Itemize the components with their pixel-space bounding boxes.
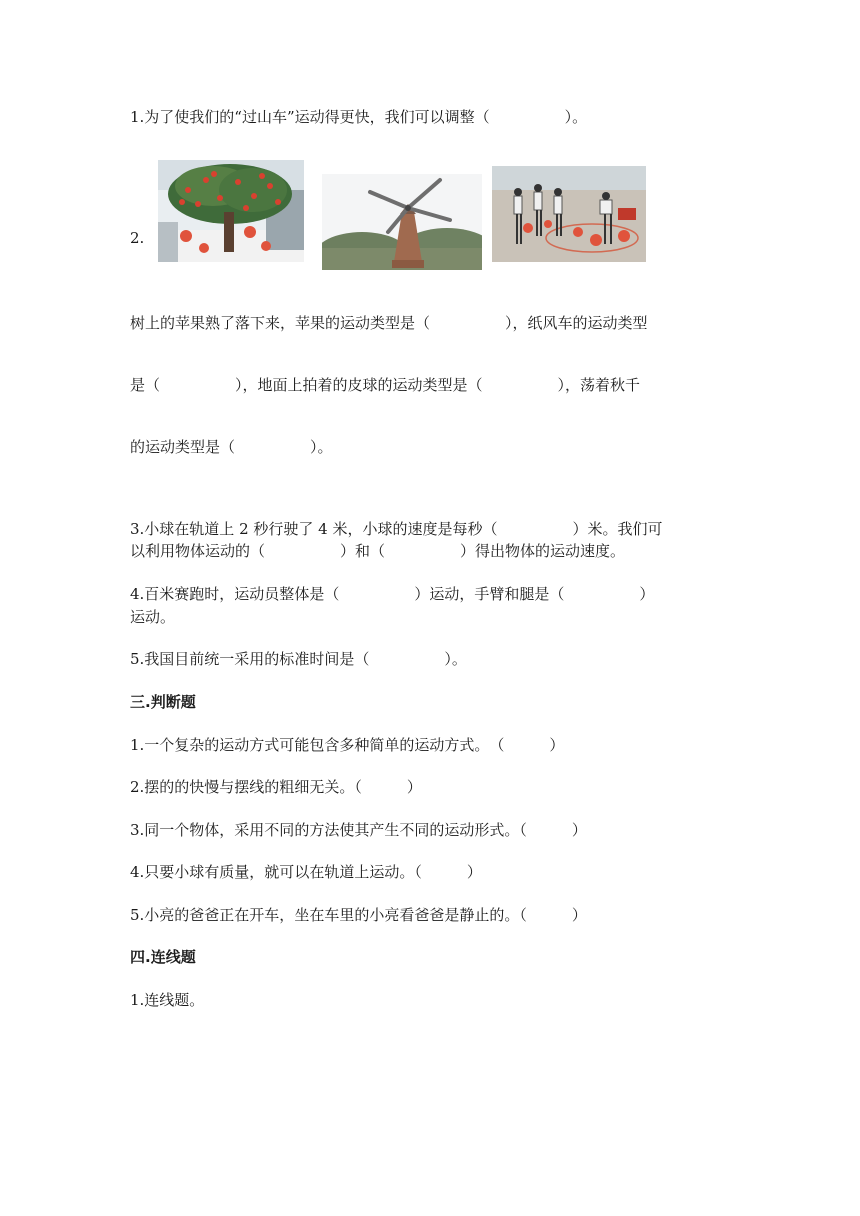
- section-title-matching: 四.连线题: [130, 948, 196, 966]
- judge-question-1: 1.一个复杂的运动方式可能包含多种简单的运动方式。 （ ）: [130, 736, 565, 754]
- bouncing-balls-image: [492, 166, 646, 262]
- fill-question-3-line-2: 以利用物体运动的（ ）和（ ）得出物体的运动速度。: [130, 542, 626, 560]
- fill-question-5: 5.我国目前统一采用的标准时间是（ ）。: [130, 650, 467, 668]
- fill-question-4-line-1: 4.百米赛跑时，运动员整体是（ ）运动，手臂和腿是（ ）: [130, 585, 655, 603]
- fill-question-4-line-2: 运动。: [130, 608, 176, 626]
- question-2-images: [156, 158, 646, 270]
- judge-question-4: 4.只要小球有质量，就可以在轨道上运动。（ ）: [130, 863, 482, 881]
- judge-question-2: 2.摆的的快慢与摆线的粗细无关。（ ）: [130, 778, 422, 796]
- apple-tree-image: [158, 160, 304, 262]
- fill-question-2-line-1: 树上的苹果熟了落下来，苹果的运动类型是（ ），纸风车的运动类型: [130, 314, 648, 332]
- matching-question-1: 1.连线题。: [130, 991, 205, 1009]
- section-title-judgment: 三.判断题: [130, 693, 196, 711]
- judge-question-5: 5.小亮的爸爸正在开车，坐在车里的小亮看爸爸是静止的。（ ）: [130, 906, 587, 924]
- fill-question-2-line-2: 是（ ），地面上拍着的皮球的运动类型是（ ），荡着秋千: [130, 376, 641, 394]
- windmill-image: [322, 174, 482, 270]
- fill-question-2-line-3: 的运动类型是（ ）。: [130, 438, 333, 456]
- judge-question-3: 3.同一个物体，采用不同的方法使其产生不同的运动形式。（ ）: [130, 821, 587, 839]
- fill-question-3-line-1: 3.小球在轨道上 2 秒行驶了 4 米，小球的速度是每秒（ ）米。我们可: [130, 520, 663, 538]
- fill-question-1: 1.为了使我们的“过山车”运动得更快，我们可以调整（ ）。: [130, 108, 588, 126]
- fill-question-2-number: 2.: [130, 229, 145, 247]
